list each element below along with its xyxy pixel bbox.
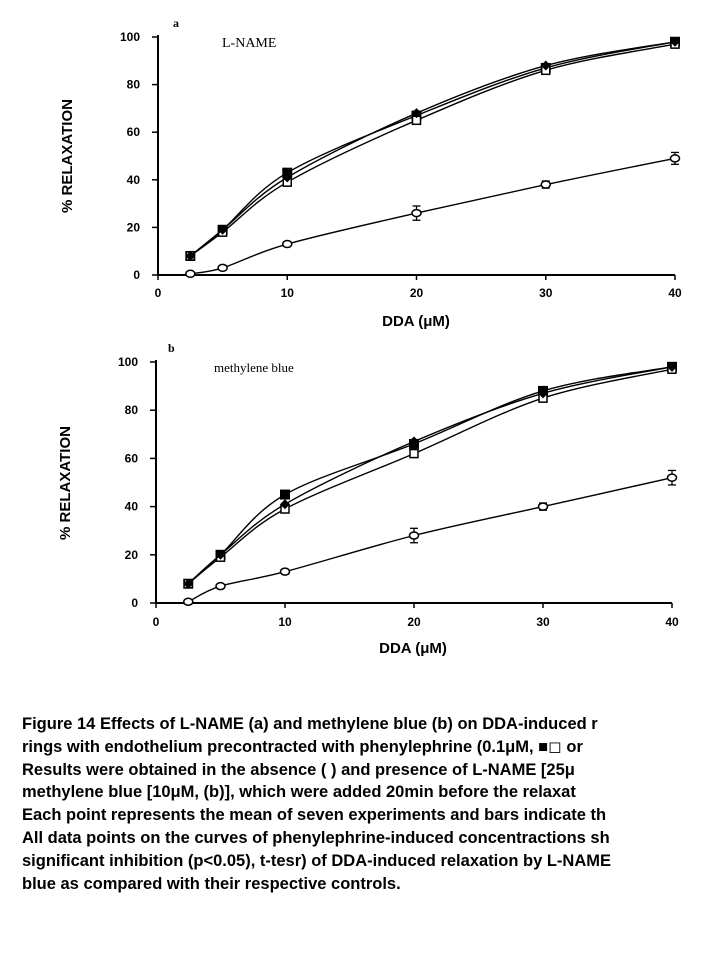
caption-line: Each point represents the mean of seven experiments and bars indicate th xyxy=(22,806,607,825)
series-filled-square xyxy=(183,362,677,589)
x-tick-label: 10 xyxy=(278,615,292,629)
y-tick-label: 80 xyxy=(126,77,140,92)
data-point xyxy=(218,264,227,271)
x-tick-label: 10 xyxy=(280,286,294,300)
series-line xyxy=(188,367,672,584)
data-point xyxy=(541,181,550,188)
series-line xyxy=(188,369,672,584)
y-axis-title: % RELAXATION xyxy=(59,99,76,213)
series-line xyxy=(190,44,675,256)
series-filled-diamond xyxy=(183,362,677,589)
y-tick-label: 60 xyxy=(124,451,138,466)
x-tick-label: 30 xyxy=(536,615,550,629)
y-tick-label: 20 xyxy=(124,547,138,562)
data-point xyxy=(280,490,290,500)
series-open-diamond xyxy=(186,152,680,277)
treatment-label: L-NAME xyxy=(222,36,277,51)
y-tick-label: 100 xyxy=(119,30,140,44)
x-axis-title: DDA (μM) xyxy=(382,313,450,330)
data-point xyxy=(216,583,225,590)
series-open-square xyxy=(186,40,679,260)
x-tick-label: 0 xyxy=(152,615,160,629)
data-point xyxy=(668,474,677,481)
caption-line: methylene blue [10μM, (b)], which were added 20min before the relaxat xyxy=(22,783,576,802)
y-axis-title: % RELAXATION xyxy=(57,426,74,540)
data-point xyxy=(410,450,418,458)
data-point xyxy=(671,155,680,162)
x-tick-label: 20 xyxy=(407,615,421,629)
caption-line: blue as compared with their respective controls. xyxy=(22,874,401,893)
panel-label: a xyxy=(173,16,179,30)
series-line xyxy=(188,478,672,602)
chart-panel-b xyxy=(57,341,679,657)
chart-panel-a xyxy=(59,16,682,330)
x-tick-label: 40 xyxy=(668,286,682,300)
data-point xyxy=(410,532,419,539)
series-line xyxy=(190,42,675,256)
series-line xyxy=(190,158,675,273)
caption-line: rings with endothelium precontracted with phenylephrine (0.1μM, ■◻ or xyxy=(22,737,583,756)
y-tick-label: 40 xyxy=(126,172,140,187)
y-tick-label: 0 xyxy=(133,268,140,282)
treatment-label: methylene blue xyxy=(214,360,294,375)
series-open-square xyxy=(184,365,676,587)
data-point xyxy=(412,210,421,217)
data-point xyxy=(539,503,548,510)
y-tick-label: 80 xyxy=(124,403,138,418)
caption-line: Figure 14 Effects of L-NAME (a) and methylene blue (b) on DDA-induced r xyxy=(22,715,598,733)
y-tick-label: 0 xyxy=(131,596,138,610)
caption-line: All data points on the curves of phenylephrine-induced concentractions sh xyxy=(22,828,610,847)
caption-line: significant inhibition (p<0.05), t-tesr) of DDA-induced relaxation by L-NAME xyxy=(22,851,611,870)
x-tick-label: 30 xyxy=(539,286,553,300)
series-filled-diamond xyxy=(185,37,680,261)
panel-label: b xyxy=(168,341,175,355)
figure-caption xyxy=(22,713,719,895)
series-open-diamond xyxy=(184,470,677,605)
x-tick-label: 20 xyxy=(409,286,424,300)
data-point xyxy=(281,568,290,575)
y-tick-label: 60 xyxy=(126,125,140,140)
data-point xyxy=(283,241,292,248)
y-tick-label: 20 xyxy=(126,220,140,235)
series-line xyxy=(190,42,675,256)
x-tick-label: 40 xyxy=(665,615,679,629)
series-line xyxy=(188,367,672,584)
data-point xyxy=(184,598,193,605)
caption-line: Results were obtained in the absence ( ) and presence of L-NAME [25μ xyxy=(22,760,575,779)
y-tick-label: 40 xyxy=(124,499,138,514)
series-filled-square xyxy=(185,37,680,261)
y-tick-label: 100 xyxy=(117,355,138,369)
x-axis-title: DDA (μM) xyxy=(379,640,447,657)
x-tick-label: 0 xyxy=(154,286,162,300)
data-point xyxy=(186,270,195,277)
